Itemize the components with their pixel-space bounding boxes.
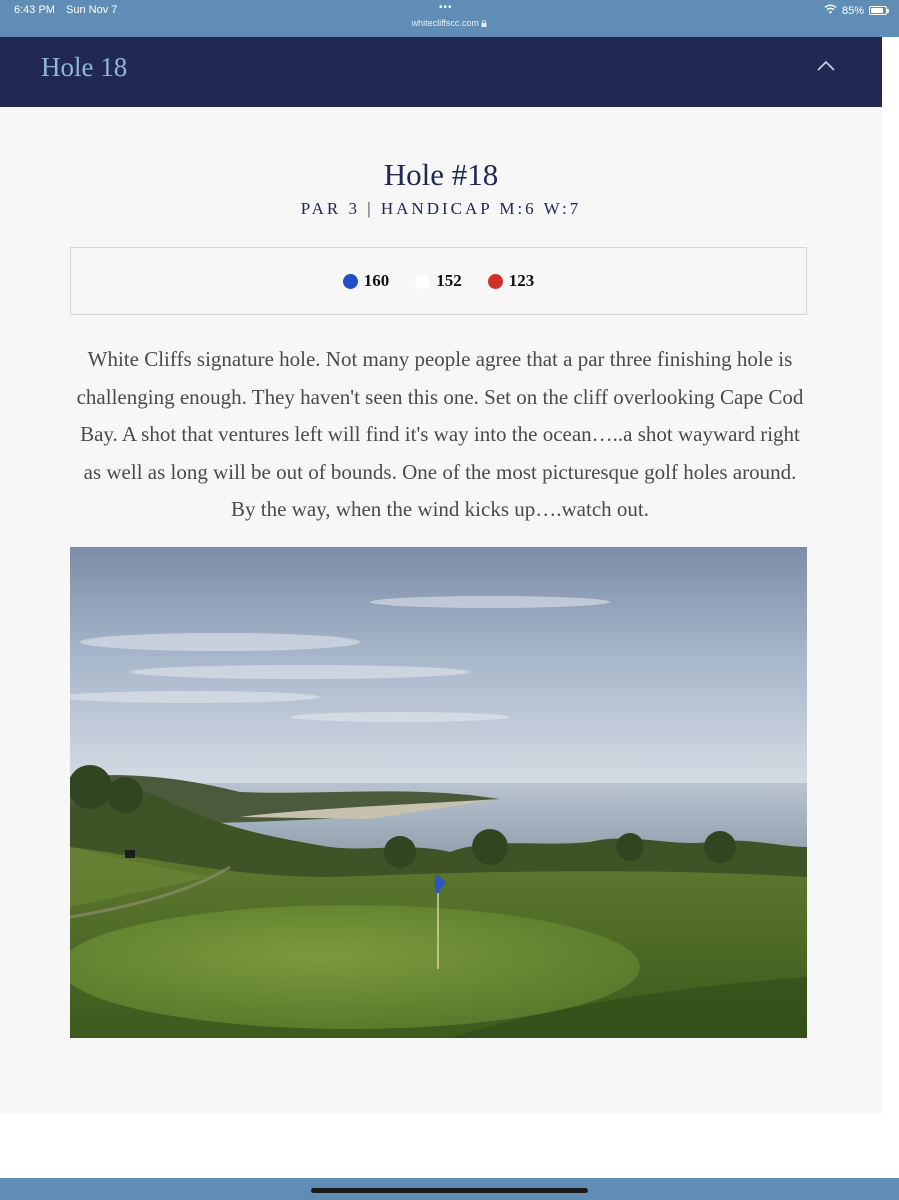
tee-red (488, 271, 535, 291)
tee-yardage: 152 (436, 271, 462, 290)
tee-white (415, 271, 462, 291)
accordion-title: Hole 18 (41, 52, 128, 82)
tee-yardages (70, 247, 807, 315)
tee-marker-icon (343, 274, 358, 289)
tee-yardage: 123 (508, 271, 535, 290)
multitasking-dots-icon[interactable]: ••• (439, 2, 453, 13)
status-time: 6:43 PM (14, 4, 55, 16)
battery-percent: 85% (841, 4, 864, 17)
hole-photo (70, 547, 807, 1038)
hole-title: Hole #18 (383, 157, 499, 192)
hole-subtitle: PAR 3 | HANDICAP M:6 W:7 (300, 199, 582, 218)
lock-icon (481, 18, 487, 28)
tee-blue (343, 271, 390, 291)
tee-yardage: 160 (363, 271, 390, 290)
wifi-icon (824, 4, 837, 17)
hole-description: White Cliffs signature hole. Not many people agree that a par three finishing hole is challenging enough. They haven't seen this one. Set on the cliff overlooking Cape Cod Bay. A shot that ventures left will find it's way into the ocean…..a shot wayward right as well as long will be out of bounds. One of the most picturesque golf holes around. By the way, when the wind kicks up….watch out. (76, 347, 804, 521)
page-content (0, 37, 882, 1114)
tee-marker-icon (488, 274, 503, 289)
home-indicator[interactable] (311, 1188, 588, 1193)
url-label[interactable] (0, 18, 899, 28)
url-text: whitecliffscc.com (411, 18, 479, 28)
chevron-up-icon[interactable] (816, 59, 836, 73)
status-bar (0, 0, 899, 37)
home-bar-area (0, 1178, 899, 1200)
status-date: Sun Nov 7 (66, 4, 118, 16)
accordion-header[interactable] (0, 37, 882, 107)
page-gutter (882, 37, 899, 1114)
status-indicators (824, 4, 887, 17)
battery-icon (869, 6, 887, 15)
tee-marker-icon (415, 274, 430, 289)
